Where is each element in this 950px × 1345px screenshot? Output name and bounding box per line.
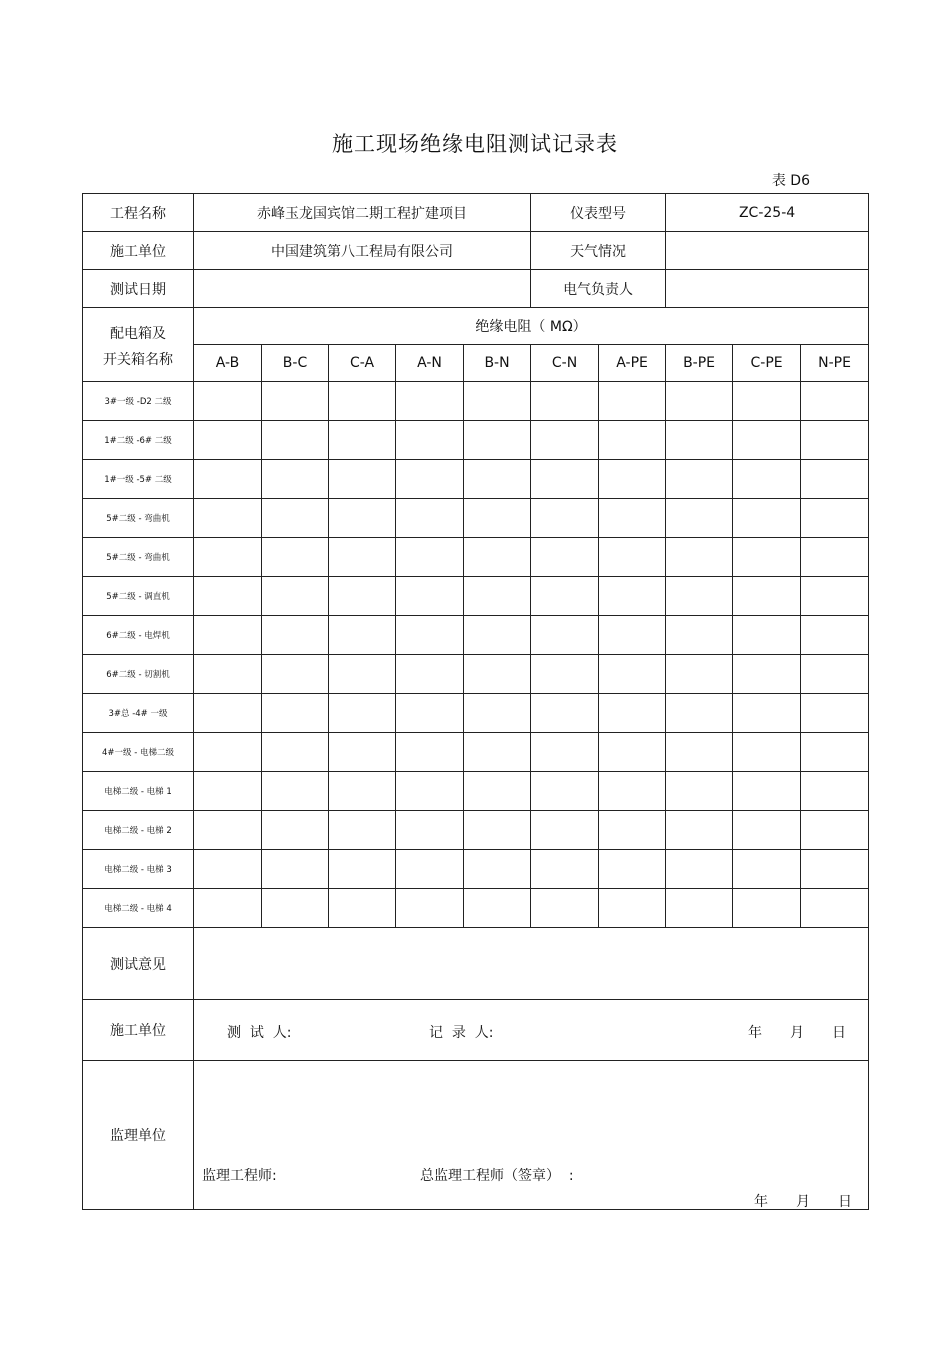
box-name-cell: 3#一级 -D2 二级 (83, 382, 194, 421)
resistance-value-cell[interactable] (531, 616, 599, 655)
project-name-field[interactable]: 赤峰玉龙国宾馆二期工程扩建项目 (194, 194, 531, 232)
resistance-value-cell[interactable] (194, 499, 262, 538)
column-header: C-A (329, 345, 396, 382)
resistance-value-cell[interactable] (396, 694, 464, 733)
chief-engineer-label: 总监理工程师（签章） : (420, 1168, 574, 1184)
resistance-value-cell[interactable] (666, 655, 733, 694)
contractor-field[interactable]: 中国建筑第八工程局有限公司 (194, 232, 531, 270)
resistance-value-cell[interactable] (599, 499, 666, 538)
resistance-value-cell[interactable] (801, 616, 869, 655)
resistance-value-cell[interactable] (262, 499, 329, 538)
supervisor-day: 日 (838, 1194, 852, 1210)
resistance-value-cell[interactable] (329, 694, 396, 733)
resistance-value-cell[interactable] (464, 772, 531, 811)
box-name-cell: 5#二级 - 弯曲机 (83, 538, 194, 577)
box-name-cell: 电梯二级 - 电梯 4 (83, 889, 194, 928)
resistance-value-cell[interactable] (262, 460, 329, 499)
resistance-value-cell[interactable] (396, 382, 464, 421)
resistance-value-cell[interactable] (733, 616, 801, 655)
instrument-field[interactable]: ZC-25-4 (666, 194, 869, 232)
resistance-value-cell[interactable] (801, 655, 869, 694)
resistance-value-cell[interactable] (733, 538, 801, 577)
resistance-value-cell[interactable] (666, 772, 733, 811)
resistance-value-cell[interactable] (599, 460, 666, 499)
resistance-value-cell[interactable] (396, 538, 464, 577)
resistance-value-cell[interactable] (733, 733, 801, 772)
resistance-value-cell[interactable] (801, 694, 869, 733)
resistance-value-cell[interactable] (194, 811, 262, 850)
column-header: N-PE (801, 345, 869, 382)
resistance-value-cell[interactable] (464, 889, 531, 928)
resistance-value-cell[interactable] (531, 538, 599, 577)
table-row (83, 616, 869, 655)
opinion-field[interactable] (194, 928, 869, 1000)
box-name-header-line2: 开关箱名称 (103, 351, 173, 368)
column-header: B-C (262, 345, 329, 382)
table-row (83, 499, 869, 538)
resistance-value-cell[interactable] (194, 655, 262, 694)
resistance-value-cell[interactable] (329, 772, 396, 811)
resistance-value-cell[interactable] (733, 772, 801, 811)
resistance-value-cell[interactable] (464, 499, 531, 538)
resistance-value-cell[interactable] (666, 538, 733, 577)
resistance-value-cell[interactable] (599, 616, 666, 655)
resistance-value-cell[interactable] (262, 772, 329, 811)
resistance-value-cell[interactable] (801, 421, 869, 460)
resistance-value-cell[interactable] (396, 889, 464, 928)
column-header: B-N (464, 345, 531, 382)
resistance-value-cell[interactable] (464, 460, 531, 499)
resistance-value-cell[interactable] (599, 772, 666, 811)
table-row (83, 460, 869, 499)
resistance-value-cell[interactable] (262, 733, 329, 772)
resistance-value-cell[interactable] (531, 499, 599, 538)
column-header: B-PE (666, 345, 733, 382)
box-name-header (83, 308, 194, 382)
box-name-cell: 3#总 -4# 一级 (83, 694, 194, 733)
resistance-value-cell[interactable] (733, 382, 801, 421)
resistance-value-cell[interactable] (599, 655, 666, 694)
weather-field[interactable] (666, 232, 869, 270)
column-header: A-B (194, 345, 262, 382)
resistance-group-header: 绝缘电阻（ MΩ） (194, 308, 869, 345)
weather-label: 天气情况 (531, 232, 666, 270)
resistance-value-cell[interactable] (329, 538, 396, 577)
resistance-value-cell[interactable] (262, 850, 329, 889)
resistance-value-cell[interactable] (329, 811, 396, 850)
resistance-value-cell[interactable] (262, 382, 329, 421)
box-name-cell: 6#二级 - 切割机 (83, 655, 194, 694)
box-name-cell: 5#二级 - 调直机 (83, 577, 194, 616)
resistance-value-cell[interactable] (464, 733, 531, 772)
resistance-value-cell[interactable] (396, 733, 464, 772)
supervisor-sign-label: 监理单位 (83, 1061, 194, 1210)
resistance-value-cell[interactable] (666, 733, 733, 772)
table-row (83, 655, 869, 694)
resistance-value-cell[interactable] (666, 421, 733, 460)
resistance-value-cell[interactable] (329, 460, 396, 499)
resistance-value-cell[interactable] (599, 733, 666, 772)
resistance-value-cell[interactable] (599, 382, 666, 421)
resistance-value-cell[interactable] (464, 616, 531, 655)
resistance-value-cell[interactable] (396, 850, 464, 889)
resistance-value-cell[interactable] (733, 421, 801, 460)
resistance-value-cell[interactable] (801, 811, 869, 850)
resistance-value-cell[interactable] (801, 889, 869, 928)
column-header: A-N (396, 345, 464, 382)
resistance-value-cell[interactable] (396, 616, 464, 655)
resistance-value-cell[interactable] (329, 499, 396, 538)
resistance-value-cell[interactable] (666, 811, 733, 850)
resistance-value-cell[interactable] (733, 889, 801, 928)
column-header: C-PE (733, 345, 801, 382)
recorder-label: 记 录 人: (429, 1025, 494, 1041)
box-name-cell: 1#一级 -5# 二级 (83, 460, 194, 499)
box-name-cell: 6#二级 - 电焊机 (83, 616, 194, 655)
resistance-value-cell[interactable] (733, 499, 801, 538)
resistance-value-cell[interactable] (733, 811, 801, 850)
table-row (83, 421, 869, 460)
project-name-label: 工程名称 (83, 194, 194, 232)
resistance-value-cell[interactable] (599, 889, 666, 928)
box-name-cell: 5#二级 - 弯曲机 (83, 499, 194, 538)
resistance-value-cell[interactable] (801, 772, 869, 811)
table-row (83, 733, 869, 772)
resistance-value-cell[interactable] (531, 694, 599, 733)
resistance-value-cell[interactable] (396, 421, 464, 460)
resistance-value-cell[interactable] (599, 577, 666, 616)
resistance-value-cell[interactable] (464, 694, 531, 733)
resistance-value-cell[interactable] (194, 850, 262, 889)
resistance-value-cell[interactable] (464, 811, 531, 850)
resistance-value-cell[interactable] (666, 382, 733, 421)
electrician-field[interactable] (666, 270, 869, 308)
resistance-value-cell[interactable] (396, 499, 464, 538)
resistance-value-cell[interactable] (801, 382, 869, 421)
resistance-value-cell[interactable] (801, 850, 869, 889)
resistance-value-cell[interactable] (396, 577, 464, 616)
resistance-value-cell[interactable] (599, 850, 666, 889)
sign-month: 月 (790, 1025, 804, 1041)
resistance-value-cell[interactable] (262, 655, 329, 694)
resistance-value-cell[interactable] (666, 499, 733, 538)
resistance-value-cell[interactable] (396, 772, 464, 811)
resistance-value-cell[interactable] (262, 889, 329, 928)
resistance-value-cell[interactable] (464, 655, 531, 694)
resistance-value-cell[interactable] (464, 382, 531, 421)
resistance-value-cell[interactable] (801, 460, 869, 499)
resistance-value-cell[interactable] (599, 421, 666, 460)
table-row (83, 889, 869, 928)
resistance-value-cell[interactable] (329, 733, 396, 772)
resistance-value-cell[interactable] (531, 772, 599, 811)
engineer-label: 监理工程师: (202, 1168, 277, 1184)
resistance-value-cell[interactable] (262, 811, 329, 850)
resistance-value-cell[interactable] (194, 889, 262, 928)
resistance-value-cell[interactable] (329, 382, 396, 421)
resistance-value-cell[interactable] (464, 421, 531, 460)
resistance-value-cell[interactable] (329, 616, 396, 655)
resistance-value-cell[interactable] (194, 382, 262, 421)
table-row (83, 694, 869, 733)
table-row (83, 538, 869, 577)
electrician-label: 电气负责人 (531, 270, 666, 308)
resistance-value-cell[interactable] (194, 694, 262, 733)
resistance-value-cell[interactable] (262, 538, 329, 577)
test-date-label: 测试日期 (83, 270, 194, 308)
resistance-value-cell[interactable] (194, 733, 262, 772)
resistance-value-cell[interactable] (329, 655, 396, 694)
resistance-value-cell[interactable] (194, 421, 262, 460)
sign-year: 年 (748, 1025, 762, 1041)
resistance-value-cell[interactable] (194, 538, 262, 577)
resistance-value-cell[interactable] (801, 499, 869, 538)
resistance-value-cell[interactable] (396, 811, 464, 850)
resistance-value-cell[interactable] (464, 538, 531, 577)
resistance-value-cell[interactable] (666, 577, 733, 616)
resistance-value-cell[interactable] (396, 655, 464, 694)
resistance-value-cell[interactable] (329, 421, 396, 460)
test-date-field[interactable] (194, 270, 531, 308)
table-row (83, 772, 869, 811)
resistance-value-cell[interactable] (531, 577, 599, 616)
box-name-cell: 电梯二级 - 电梯 1 (83, 772, 194, 811)
resistance-value-cell[interactable] (194, 577, 262, 616)
resistance-value-cell[interactable] (599, 694, 666, 733)
resistance-value-cell[interactable] (262, 616, 329, 655)
box-name-cell: 1#二级 -6# 二级 (83, 421, 194, 460)
column-header: C-N (531, 345, 599, 382)
resistance-value-cell[interactable] (531, 889, 599, 928)
resistance-value-cell[interactable] (531, 382, 599, 421)
table-row (83, 811, 869, 850)
resistance-value-cell[interactable] (194, 460, 262, 499)
resistance-value-cell[interactable] (733, 655, 801, 694)
resistance-value-cell[interactable] (666, 850, 733, 889)
resistance-value-cell[interactable] (531, 460, 599, 499)
resistance-value-cell[interactable] (733, 460, 801, 499)
resistance-value-cell[interactable] (733, 850, 801, 889)
box-name-cell: 电梯二级 - 电梯 2 (83, 811, 194, 850)
resistance-value-cell[interactable] (531, 811, 599, 850)
instrument-label: 仪表型号 (531, 194, 666, 232)
resistance-value-cell[interactable] (396, 460, 464, 499)
resistance-value-cell[interactable] (666, 460, 733, 499)
form-number: 表 D6 (771, 173, 810, 189)
table-row (83, 850, 869, 889)
resistance-value-cell[interactable] (801, 577, 869, 616)
resistance-value-cell[interactable] (801, 538, 869, 577)
resistance-value-cell[interactable] (262, 577, 329, 616)
resistance-value-cell[interactable] (464, 577, 531, 616)
resistance-value-cell[interactable] (531, 421, 599, 460)
resistance-value-cell[interactable] (531, 733, 599, 772)
resistance-value-cell[interactable] (531, 655, 599, 694)
resistance-value-cell[interactable] (531, 850, 599, 889)
column-header: A-PE (599, 345, 666, 382)
supervisor-year: 年 (754, 1194, 768, 1210)
resistance-value-cell[interactable] (194, 772, 262, 811)
box-name-cell: 4#一级 - 电梯二级 (83, 733, 194, 772)
resistance-value-cell[interactable] (599, 811, 666, 850)
resistance-value-cell[interactable] (599, 538, 666, 577)
resistance-value-cell[interactable] (329, 850, 396, 889)
sign-day: 日 (832, 1025, 846, 1041)
resistance-value-cell[interactable] (262, 694, 329, 733)
resistance-value-cell[interactable] (329, 577, 396, 616)
resistance-value-cell[interactable] (733, 577, 801, 616)
contractor-sign-label: 施工单位 (83, 1000, 194, 1061)
tester-label: 测 试 人: (227, 1025, 292, 1041)
box-name-cell: 电梯二级 - 电梯 3 (83, 850, 194, 889)
contractor-sign-area[interactable] (194, 1000, 869, 1061)
box-name-header-line1: 配电箱及 (110, 325, 166, 342)
resistance-value-cell[interactable] (194, 616, 262, 655)
supervisor-sign-area[interactable] (194, 1061, 869, 1210)
table-row (83, 577, 869, 616)
resistance-value-cell[interactable] (464, 850, 531, 889)
contractor-label: 施工单位 (83, 232, 194, 270)
resistance-value-cell[interactable] (666, 616, 733, 655)
resistance-value-cell[interactable] (666, 694, 733, 733)
resistance-value-cell[interactable] (666, 889, 733, 928)
supervisor-month: 月 (796, 1194, 810, 1210)
resistance-value-cell[interactable] (262, 421, 329, 460)
table-row (83, 382, 869, 421)
resistance-value-cell[interactable] (801, 733, 869, 772)
resistance-value-cell[interactable] (733, 694, 801, 733)
opinion-label: 测试意见 (83, 928, 194, 1000)
resistance-value-cell[interactable] (329, 889, 396, 928)
record-table (82, 193, 869, 1210)
page-title: 施工现场绝缘电阻测试记录表 (332, 132, 618, 156)
